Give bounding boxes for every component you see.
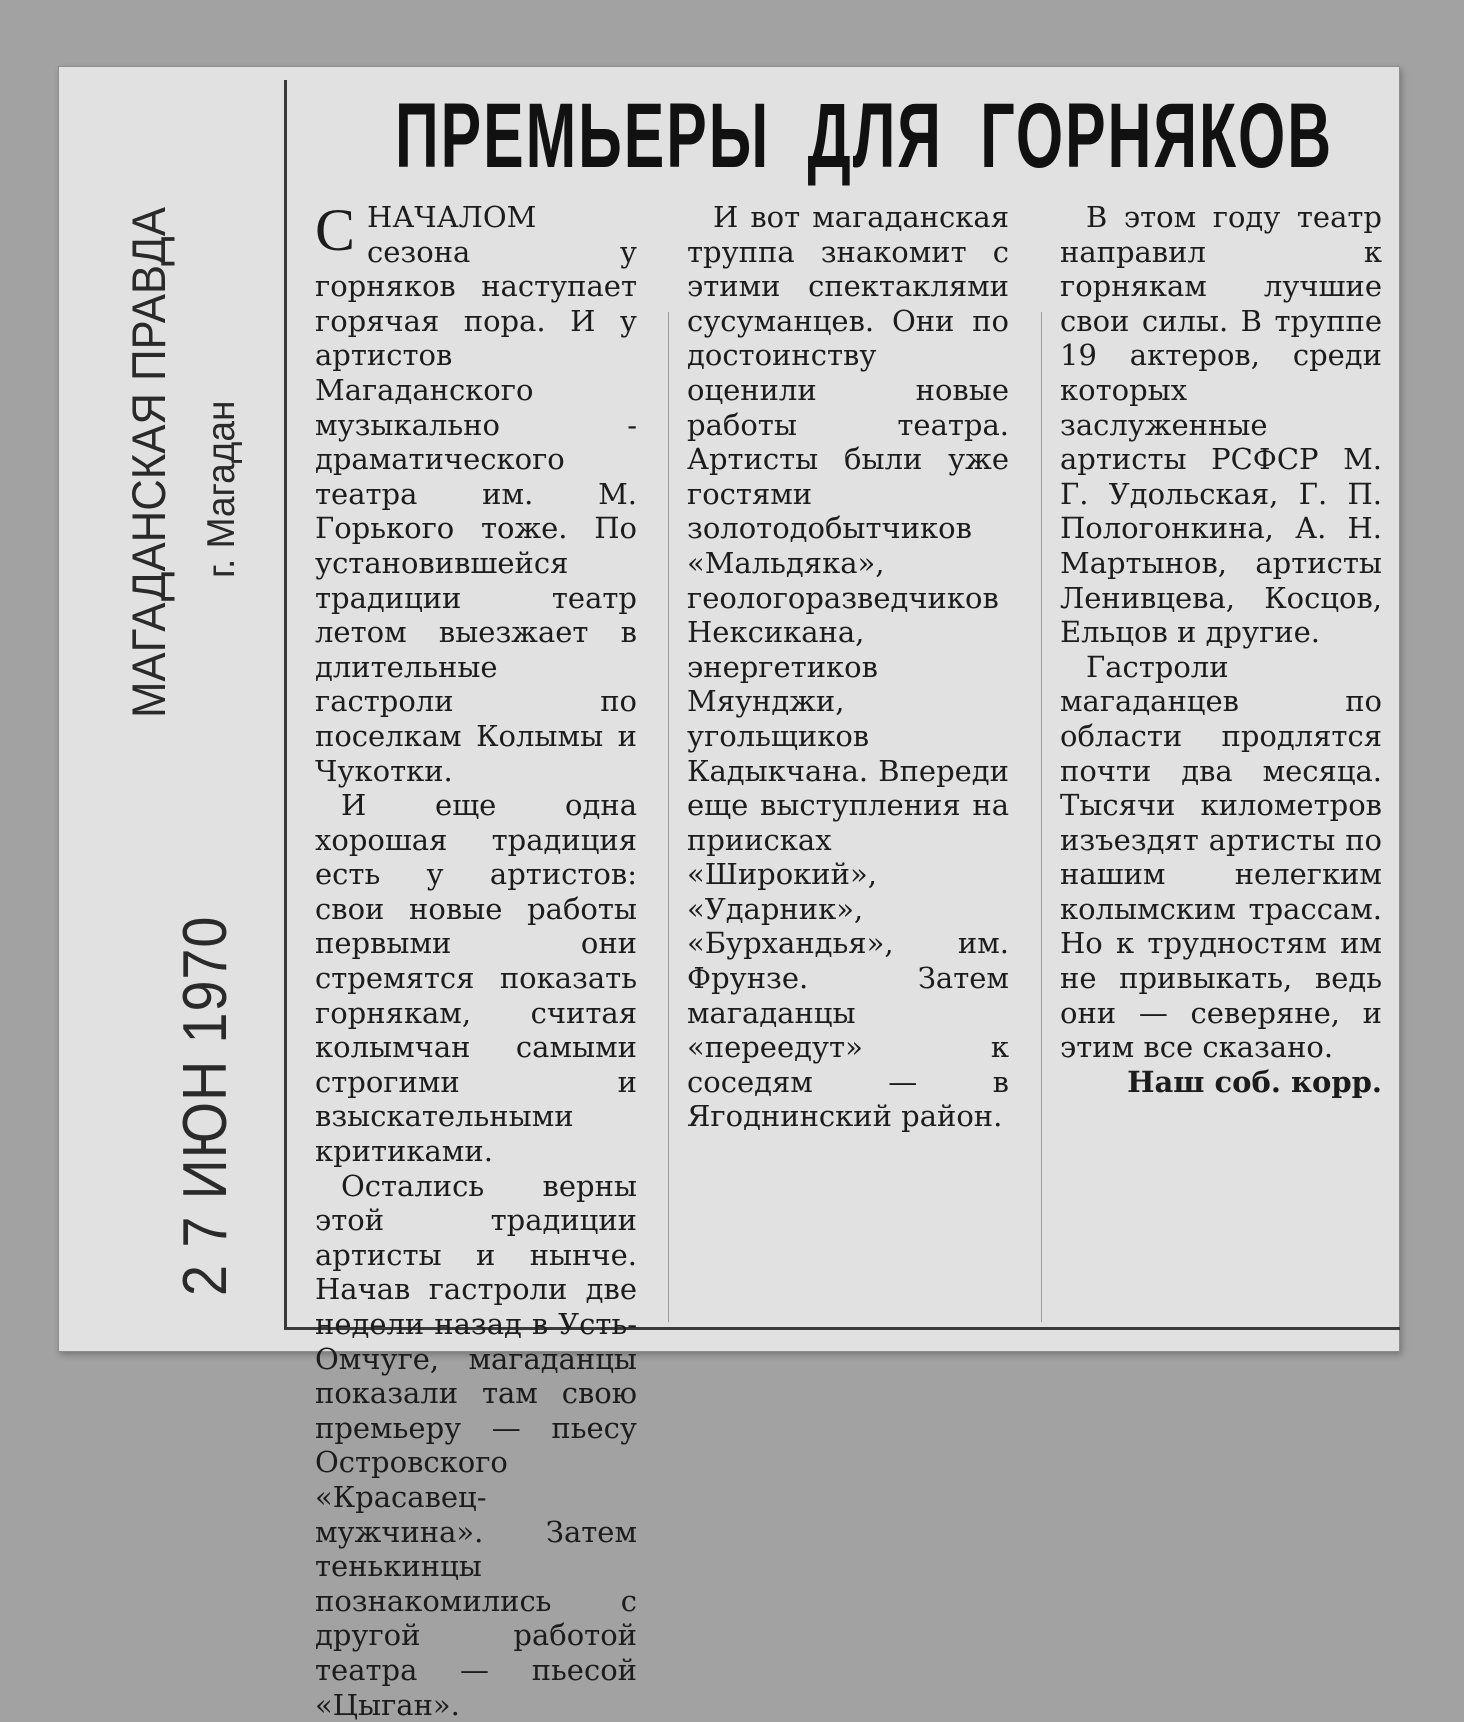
article-column-3 [1060,200,1382,1099]
article-column-2 [687,200,1009,1134]
article-paragraph: Остались верны этой традиции артисты и нынче. Начав гастроли две недели назад в Усть-Омчуге, магаданцы показали там свою премьеру — пьесу Островского «Красавец-мужчина». Затем тенькинцы познакомились с другой работой театра — пьесой «Цыган». [315,1168,637,1722]
stamp-date: 2 7 ИЮН 1970 [171,915,240,1296]
archive-stamp [58,78,280,1326]
column-divider [1041,312,1042,1322]
article-paragraph: И вот магаданская труппа знакомит с этими спектаклями сусуманцев. Они по достоинству оценили новые работы театра. Артисты были уже гостями золотодобытчиков «Мальдяка», геологоразведчиков Нексикана, энергетиков Мяунджи, угольщиков Кадыкчана. Впереди еще выступления на приисках «Широкий», «Ударник», «Бурхандья», им. Фрунзе. Затем магаданцы «переедут» к соседям — в Ягоднинский район. [687,200,1009,1134]
article-paragraph: Гастроли магаданцев по области продлятся почти два месяца. Тысячи километров изъездят артисты по нашим нелегким колымским трассам. Но к трудностям им не привыкать, ведь они — северяне, и этим все сказано. [1060,649,1382,1065]
stamp-city: г. Магадан [200,400,243,578]
article-paragraph: В этом году театр направил к горнякам лучшие свои силы. В труппе 19 актеров, среди которых заслуженные артисты РСФСР М. Г. Удольская, Г. П. Пологонкина, А. Н. Мартынов, артисты Ленивцева, Косцов, Ельцов и другие. [1060,200,1382,650]
article-column-1 [315,197,637,1722]
article-headline: ПРЕМЬЕРЫ ДЛЯ ГОРНЯКОВ [395,85,1334,187]
drop-cap: С [315,197,356,263]
article-paragraph: НАЧАЛОМ сезона у горняков наступает горячая пора. И у артистов Магаданского музыкально - драматического театра им. М. Горького тоже. По установившейся традиции театр летом выезжает в длительные гастроли по поселкам Колымы и Чукотки. [315,200,637,788]
column-divider [668,312,669,1322]
article-paragraph: И еще одна хорошая традиция есть у артистов: свои новые работы первыми они стремятся показать горнякам, считая колымчан самыми строгими и взыскательными критиками. [315,788,637,1169]
article-signature: Наш соб. корр. [1127,1064,1382,1099]
stamp-newspaper-name: МАГАДАНСКАЯ ПРАВДА [122,207,175,719]
article [284,80,1400,1722]
